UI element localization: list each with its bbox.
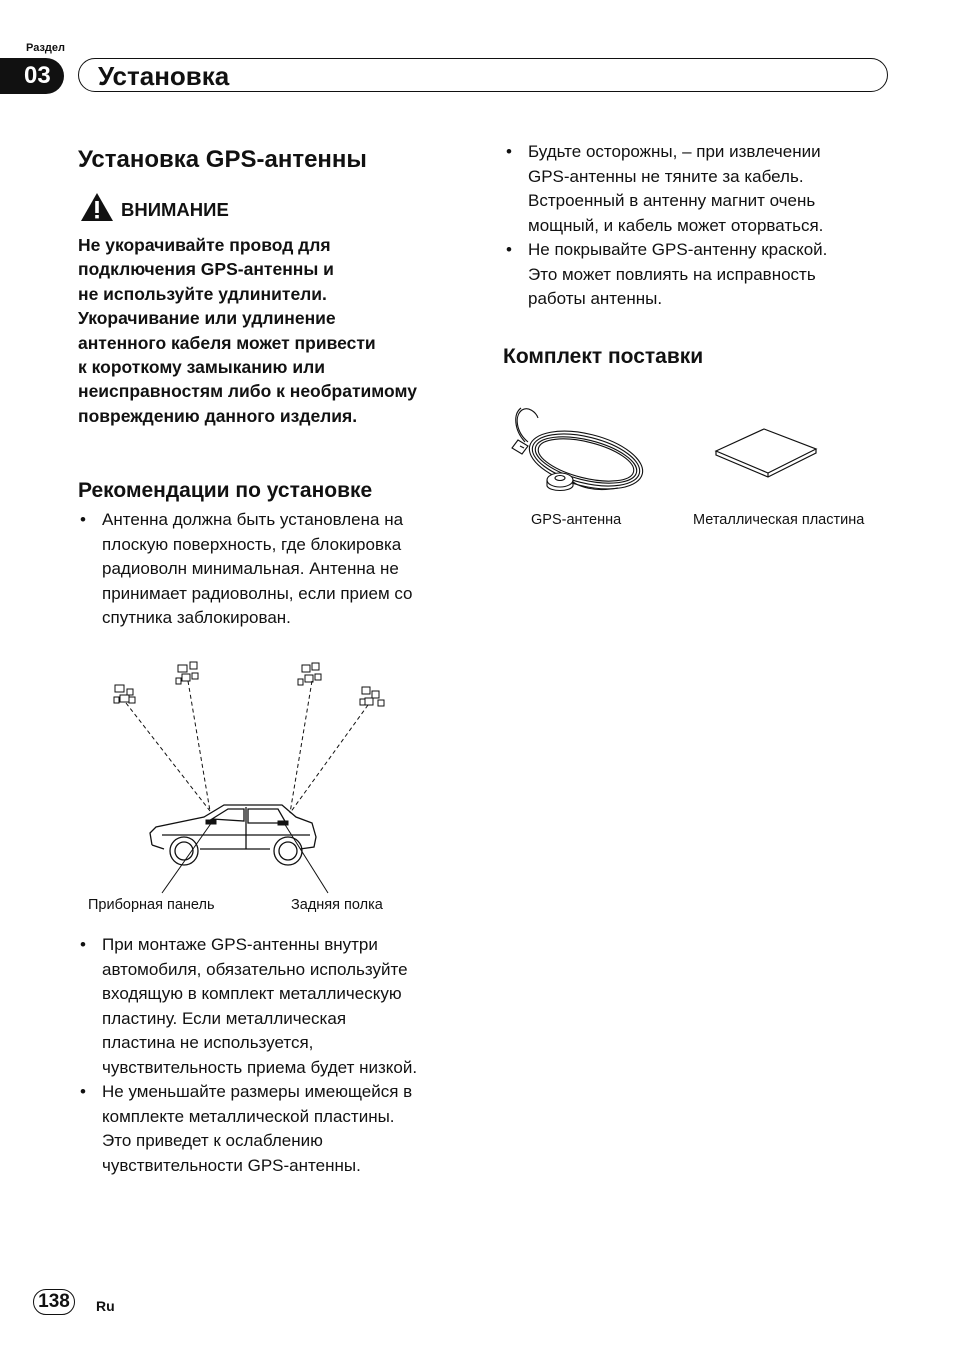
- warning-icon: [80, 192, 114, 222]
- satellite-icon: [298, 663, 321, 685]
- list-item: • Не покрывайте GPS-антенну краской. Это может повлиять на исправность работы антенны.: [504, 238, 924, 312]
- page-title: Установка GPS-антенны: [78, 146, 367, 173]
- rear-shelf-label: Задняя полка: [291, 897, 383, 913]
- kit-heading: Комплект поставки: [503, 345, 704, 368]
- dashboard-label: Приборная панель: [88, 897, 215, 913]
- chapter-title: Установка: [98, 61, 230, 91]
- list-item: • При монтаже GPS-антенны внутри автомобиля, обязательно используйте входящую в комплект металлическую пластину. Если металлическая пластина не используется, чувствительность приема будет низкой.: [78, 933, 478, 1080]
- caution-line: подключения GPS-антенны и: [78, 259, 334, 280]
- caution-text: [78, 233, 478, 428]
- language-code: Ru: [96, 1298, 115, 1314]
- caution-label: ВНИМАНИЕ: [121, 199, 229, 220]
- gps-antenna-illustration: [508, 402, 653, 502]
- list-item: • Антенна должна быть установлена на плоскую поверхность, где блокировка радиоволн минимальная. Антенна не принимает радиоволны, если прием со спутника заблокирован.: [78, 508, 478, 631]
- satellite-icon: [360, 687, 384, 706]
- caution-line: Укорачивание или удлинение: [78, 308, 336, 329]
- antenna-caption: GPS-антенна: [531, 512, 622, 528]
- recommendations-list: [78, 508, 478, 631]
- section-number-badge: 03: [0, 58, 64, 94]
- satellite-icon: [114, 685, 135, 703]
- page-number: 138: [33, 1289, 75, 1315]
- list-item: • Не уменьшайте размеры имеющейся в комплекте металлической пластины. Это приведет к ослаблению чувствительности GPS-антенны.: [78, 1080, 478, 1178]
- installation-diagram: [100, 655, 410, 895]
- caution-line: Не укорачивайте провод для: [78, 235, 331, 255]
- plate-caption: Металлическая пластина: [693, 512, 865, 528]
- recommendations-heading: Рекомендации по установке: [78, 479, 373, 502]
- caution-line: неисправностям либо к необратимому: [78, 381, 417, 402]
- list-item: • Будьте осторожны, – при извлечении GPS-антенны не тяните за кабель. Встроенный в антенну магнит очень мощный, и кабель может оторваться.: [504, 140, 924, 238]
- satellite-icon: [176, 662, 198, 684]
- caution-line: к короткому замыканию или: [78, 357, 325, 378]
- caution-line: повреждению данного изделия.: [78, 405, 358, 426]
- section-label: Раздел: [26, 42, 65, 54]
- mounting-notes-list: [78, 933, 478, 1178]
- caution-line: антенного кабеля может привести: [78, 332, 376, 353]
- metal-plate-illustration: [710, 425, 822, 483]
- caution-line: не используйте удлинители.: [78, 283, 327, 304]
- handling-notes-list: [504, 140, 924, 312]
